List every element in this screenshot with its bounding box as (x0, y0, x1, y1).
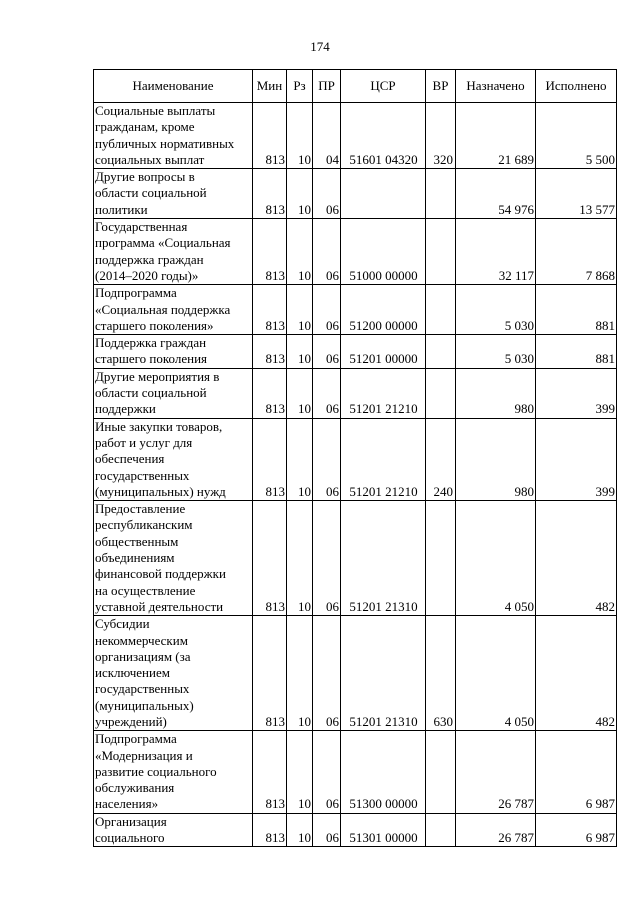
cell-rz: 10 (287, 335, 313, 369)
cell-pr: 06 (313, 813, 341, 847)
cell-name-line: обслуживания (95, 780, 175, 796)
cell-assigned: 5 030 (456, 285, 536, 335)
cell-name-line: поддержка граждан (95, 251, 204, 267)
cell-vr (426, 335, 456, 369)
cell-name-line: исключением (95, 665, 170, 681)
cell-name-line: организациям (за (95, 648, 191, 664)
cell-pr: 06 (313, 501, 341, 616)
cell-assigned: 980 (456, 418, 536, 500)
cell-name-line: Другие вопросы в (95, 169, 195, 185)
cell-executed: 5 500 (536, 103, 617, 169)
cell-min: 813 (253, 731, 287, 813)
table-row (94, 616, 617, 731)
header-rz: Рз (287, 70, 313, 103)
cell-vr (426, 368, 456, 418)
cell-name-line: уставной деятельности (95, 598, 224, 614)
cell-rz: 10 (287, 285, 313, 335)
table-header-row (94, 70, 617, 103)
cell-executed: 7 868 (536, 219, 617, 285)
cell-name-line: программа «Социальная (95, 235, 231, 251)
cell-min: 813 (253, 169, 287, 219)
cell-vr: 240 (426, 418, 456, 500)
cell-name-line: гражданам, кроме (95, 119, 195, 135)
table-row (94, 103, 617, 169)
cell-name-line: Предоставление (95, 501, 186, 517)
cell-assigned: 980 (456, 368, 536, 418)
cell-vr: 630 (426, 616, 456, 731)
cell-csr: 51000 00000 (341, 219, 426, 285)
header-assigned: Назначено (456, 70, 536, 103)
cell-rz: 10 (287, 169, 313, 219)
cell-csr: 51201 21210 (341, 418, 426, 500)
cell-pr: 06 (313, 285, 341, 335)
cell-name (94, 418, 253, 500)
cell-rz: 10 (287, 501, 313, 616)
cell-rz: 10 (287, 418, 313, 500)
cell-name (94, 285, 253, 335)
cell-name-line: общественным (95, 533, 179, 549)
cell-name-line: Организация (95, 813, 167, 829)
cell-executed: 6 987 (536, 731, 617, 813)
cell-name-line: «Модернизация и (95, 747, 193, 763)
table-row (94, 169, 617, 219)
cell-name-line: на осуществление (95, 582, 196, 598)
cell-name-line: (2014–2020 годы)» (95, 267, 199, 283)
cell-executed: 482 (536, 616, 617, 731)
cell-rz: 10 (287, 616, 313, 731)
cell-assigned: 4 050 (456, 501, 536, 616)
cell-csr: 51301 00000 (341, 813, 426, 847)
cell-min: 813 (253, 813, 287, 847)
cell-min: 813 (253, 219, 287, 285)
cell-name-line: Субсидии (95, 616, 150, 632)
cell-rz: 10 (287, 368, 313, 418)
cell-name-line: поддержки (95, 401, 156, 417)
cell-name-line: Поддержка граждан (95, 335, 207, 351)
cell-executed: 399 (536, 418, 617, 500)
cell-name-line: Государственная (95, 219, 188, 235)
table-row (94, 219, 617, 285)
cell-min: 813 (253, 103, 287, 169)
cell-vr (426, 169, 456, 219)
table-row (94, 731, 617, 813)
cell-pr: 06 (313, 731, 341, 813)
cell-name (94, 813, 253, 847)
cell-name (94, 731, 253, 813)
cell-name-line: республиканским (95, 517, 193, 533)
cell-pr: 04 (313, 103, 341, 169)
cell-assigned: 32 117 (456, 219, 536, 285)
table-row (94, 418, 617, 500)
cell-name-line: (муниципальных) нужд (95, 483, 226, 499)
header-pr: ПР (313, 70, 341, 103)
header-min: Мин (253, 70, 287, 103)
cell-vr (426, 219, 456, 285)
cell-executed: 6 987 (536, 813, 617, 847)
cell-csr: 51201 21310 (341, 501, 426, 616)
cell-min: 813 (253, 285, 287, 335)
cell-name-line: публичных нормативных (95, 135, 235, 151)
cell-name-line: Подпрограмма (95, 731, 177, 747)
cell-min: 813 (253, 616, 287, 731)
cell-assigned: 54 976 (456, 169, 536, 219)
cell-assigned: 21 689 (456, 103, 536, 169)
cell-assigned: 4 050 (456, 616, 536, 731)
cell-csr: 51201 00000 (341, 335, 426, 369)
cell-name-line: развитие социального (95, 763, 217, 779)
cell-name-line: политики (95, 201, 148, 217)
cell-pr: 06 (313, 616, 341, 731)
cell-vr (426, 501, 456, 616)
cell-min: 813 (253, 501, 287, 616)
header-csr: ЦСР (341, 70, 426, 103)
cell-csr: 51300 00000 (341, 731, 426, 813)
cell-name-line: объединениям (95, 550, 175, 566)
cell-name-line: социального (95, 830, 165, 846)
cell-name (94, 616, 253, 731)
cell-name-line: Иные закупки товаров, (95, 418, 223, 434)
table-row (94, 335, 617, 369)
cell-assigned: 5 030 (456, 335, 536, 369)
cell-csr: 51201 21210 (341, 368, 426, 418)
table-row (94, 813, 617, 847)
cell-executed: 881 (536, 335, 617, 369)
cell-assigned: 26 787 (456, 731, 536, 813)
cell-name-line: государственных (95, 681, 190, 697)
cell-csr: 51201 21310 (341, 616, 426, 731)
cell-executed: 881 (536, 285, 617, 335)
header-vr: ВР (426, 70, 456, 103)
cell-executed: 399 (536, 368, 617, 418)
cell-name-line: старшего поколения (95, 351, 208, 367)
cell-name-line: старшего поколения» (95, 317, 214, 333)
cell-rz: 10 (287, 813, 313, 847)
cell-pr: 06 (313, 335, 341, 369)
cell-min: 813 (253, 368, 287, 418)
cell-name-line: обеспечения (95, 451, 165, 467)
cell-name-line: учреждений) (95, 713, 167, 729)
budget-table (93, 69, 617, 847)
cell-name-line: Другие мероприятия в (95, 368, 220, 384)
cell-name-line: некоммерческим (95, 632, 188, 648)
cell-name-line: населения» (95, 796, 159, 812)
cell-pr: 06 (313, 418, 341, 500)
cell-name-line: Социальные выплаты (95, 103, 216, 118)
cell-executed: 482 (536, 501, 617, 616)
cell-rz: 10 (287, 103, 313, 169)
cell-assigned: 26 787 (456, 813, 536, 847)
cell-pr: 06 (313, 368, 341, 418)
cell-name (94, 103, 253, 169)
cell-name-line: «Социальная поддержка (95, 301, 231, 317)
cell-pr: 06 (313, 169, 341, 219)
cell-vr (426, 285, 456, 335)
cell-name-line: финансовой поддержки (95, 566, 226, 582)
cell-rz: 10 (287, 731, 313, 813)
cell-name (94, 169, 253, 219)
cell-name (94, 368, 253, 418)
cell-min: 813 (253, 335, 287, 369)
cell-name-line: социальных выплат (95, 151, 205, 167)
cell-name-line: области социальной (95, 385, 207, 401)
table-body (94, 103, 617, 847)
cell-min: 813 (253, 418, 287, 500)
cell-executed: 13 577 (536, 169, 617, 219)
cell-vr (426, 813, 456, 847)
page-number: 174 (310, 39, 330, 54)
cell-name (94, 335, 253, 369)
cell-csr: 51200 00000 (341, 285, 426, 335)
cell-name-line: (муниципальных) (95, 697, 194, 713)
cell-name (94, 501, 253, 616)
table-row (94, 285, 617, 335)
cell-vr: 320 (426, 103, 456, 169)
cell-pr: 06 (313, 219, 341, 285)
cell-csr (341, 169, 426, 219)
header-name: Наименование (94, 70, 253, 103)
cell-vr (426, 731, 456, 813)
cell-name-line: Подпрограмма (95, 285, 177, 301)
cell-csr: 51601 04320 (341, 103, 426, 169)
cell-name-line: работ и услуг для (95, 434, 193, 450)
cell-name-line: государственных (95, 467, 190, 483)
table-row (94, 501, 617, 616)
header-executed: Исполнено (536, 70, 617, 103)
cell-rz: 10 (287, 219, 313, 285)
table-row (94, 368, 617, 418)
cell-name (94, 219, 253, 285)
cell-name-line: области социальной (95, 185, 207, 201)
